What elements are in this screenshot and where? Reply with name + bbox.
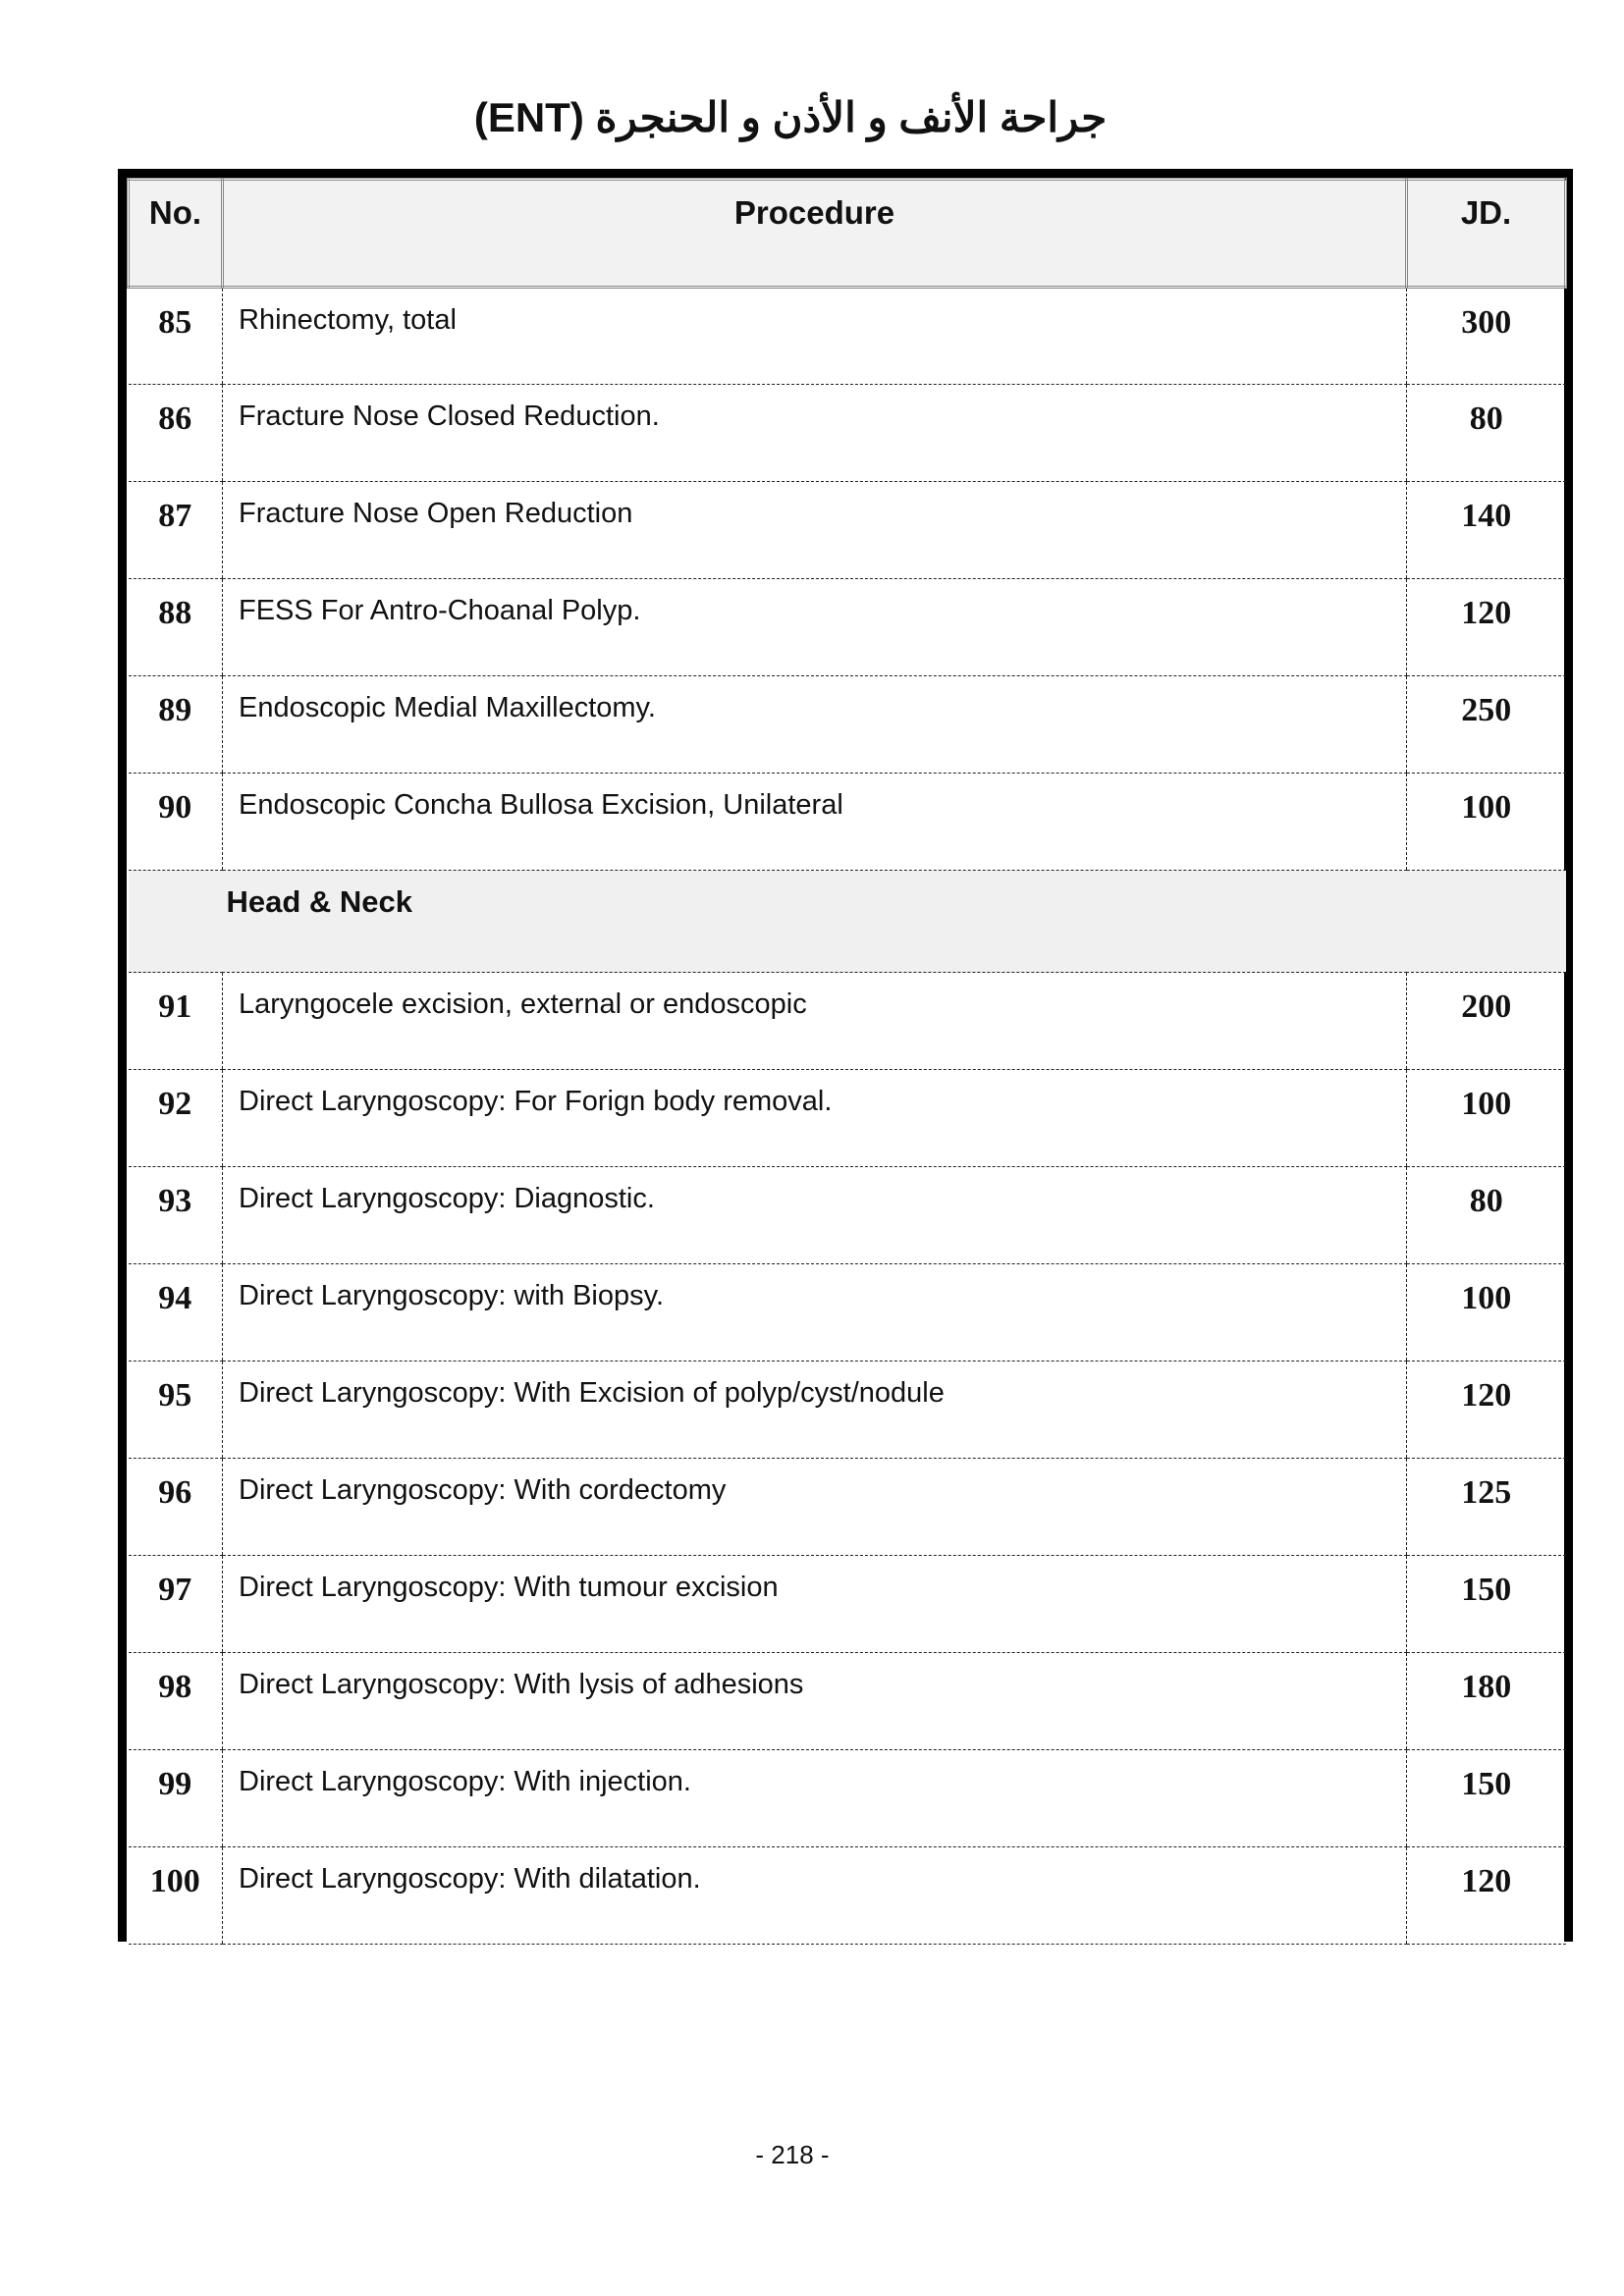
row-number: 99: [129, 1750, 223, 1847]
procedure-table-frame: [118, 169, 1573, 1942]
procedure-name: Endoscopic Concha Bullosa Excision, Unilateral: [223, 774, 1407, 871]
procedure-price: 140: [1407, 482, 1566, 579]
procedure-name: Direct Laryngoscopy: With cordectomy: [223, 1459, 1407, 1556]
table-body: [129, 288, 1566, 1945]
procedure-name: Direct Laryngoscopy: With lysis of adhesions: [223, 1653, 1407, 1750]
row-number: 87: [129, 482, 223, 579]
procedure-price: 120: [1407, 579, 1566, 676]
procedure-name: Direct Laryngoscopy: With tumour excision: [223, 1556, 1407, 1653]
row-number: 97: [129, 1556, 223, 1653]
procedure-name: Direct Laryngoscopy: Diagnostic.: [223, 1167, 1407, 1264]
row-number: 85: [129, 288, 223, 385]
header-price: JD.: [1407, 180, 1566, 288]
table-row: [129, 973, 1566, 1070]
procedure-price: 300: [1407, 288, 1566, 385]
table-row: [129, 676, 1566, 774]
table-row: [129, 1264, 1566, 1362]
procedure-price: 100: [1407, 1070, 1566, 1167]
procedure-price: 80: [1407, 1167, 1566, 1264]
procedure-name: Direct Laryngoscopy: For Forign body removal.: [223, 1070, 1407, 1167]
header-no: No.: [129, 180, 223, 288]
table-row: [129, 288, 1566, 385]
header-procedure: Procedure: [223, 180, 1407, 288]
procedure-price: 250: [1407, 676, 1566, 774]
table-row: [129, 774, 1566, 871]
procedure-name: Direct Laryngoscopy: With injection.: [223, 1750, 1407, 1847]
procedure-name: Direct Laryngoscopy: With dilatation.: [223, 1847, 1407, 1945]
row-number: 100: [129, 1847, 223, 1945]
procedure-name: Endoscopic Medial Maxillectomy.: [223, 676, 1407, 774]
procedure-price: 100: [1407, 1264, 1566, 1362]
procedure-price: 125: [1407, 1459, 1566, 1556]
procedure-price: 80: [1407, 385, 1566, 482]
row-number: 94: [129, 1264, 223, 1362]
section-header-row: [129, 871, 1566, 973]
page-title: جراحة الأنف و الأذن و الحنجرة (ENT): [473, 94, 1108, 140]
procedure-name: FESS For Antro-Choanal Polyp.: [223, 579, 1407, 676]
procedure-price: 180: [1407, 1653, 1566, 1750]
procedure-price: 150: [1407, 1750, 1566, 1847]
procedure-price: 150: [1407, 1556, 1566, 1653]
procedure-price: 100: [1407, 774, 1566, 871]
row-number: 93: [129, 1167, 223, 1264]
procedure-price: 120: [1407, 1847, 1566, 1945]
table-row: [129, 579, 1566, 676]
table-row: [129, 1847, 1566, 1945]
table-row: [129, 385, 1566, 482]
row-number: 98: [129, 1653, 223, 1750]
procedure-name: Rhinectomy, total: [223, 288, 1407, 385]
row-number: 92: [129, 1070, 223, 1167]
procedure-name: Direct Laryngoscopy: with Biopsy.: [223, 1264, 1407, 1362]
row-number: 89: [129, 676, 223, 774]
procedure-price: 120: [1407, 1362, 1566, 1459]
table-row: [129, 1362, 1566, 1459]
table-header-row: [129, 180, 1566, 288]
row-number: 95: [129, 1362, 223, 1459]
procedure-name: Fracture Nose Open Reduction: [223, 482, 1407, 579]
row-number: 96: [129, 1459, 223, 1556]
table-row: [129, 482, 1566, 579]
row-number: 90: [129, 774, 223, 871]
row-number: 86: [129, 385, 223, 482]
row-number: 88: [129, 579, 223, 676]
table-row: [129, 1653, 1566, 1750]
procedure-name: Laryngocele excision, external or endoscopic: [223, 973, 1407, 1070]
procedure-name: Fracture Nose Closed Reduction.: [223, 385, 1407, 482]
table-row: [129, 1750, 1566, 1847]
table-row: [129, 1070, 1566, 1167]
row-number: 91: [129, 973, 223, 1070]
page-number: - 218 -: [755, 2140, 830, 2169]
procedure-name: Direct Laryngoscopy: With Excision of polyp/cyst/nodule: [223, 1362, 1407, 1459]
table-row: [129, 1459, 1566, 1556]
section-title: Head & Neck: [129, 871, 1566, 973]
procedure-price: 200: [1407, 973, 1566, 1070]
procedure-table: [127, 178, 1567, 1945]
table-row: [129, 1167, 1566, 1264]
table-row: [129, 1556, 1566, 1653]
